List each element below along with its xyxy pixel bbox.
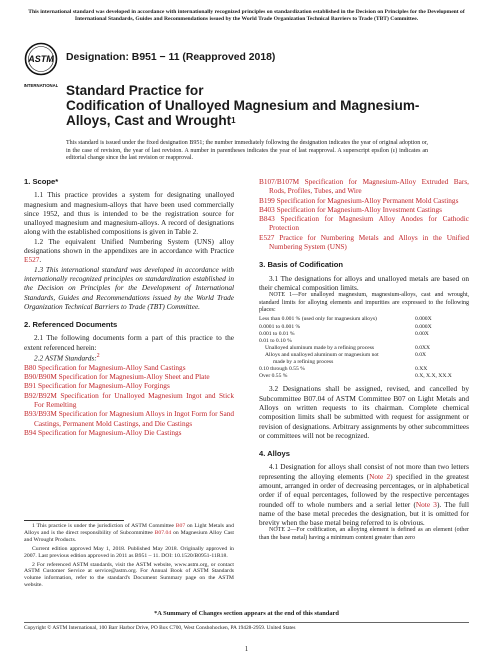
para-1-2: 1.2 The equivalent Unified Numbering System (UNS) alloy designations shown in the appendixes are in accordance with Practice E527. [24, 236, 234, 265]
referenced-standard-item [24, 409, 234, 428]
limits-places: 0.00X [415, 330, 429, 337]
limits-range: Alloys and unalloyed aluminum or magnesium not [265, 351, 379, 358]
link-note-3[interactable]: Note 3 [415, 499, 437, 509]
limits-places [415, 359, 469, 366]
referenced-standard-item [24, 391, 234, 410]
standard-title-link[interactable]: Specification for Magnesium Alloy Anodes for Cathodic Protection [269, 214, 469, 233]
standard-code-link[interactable]: B90/B90M [24, 372, 57, 382]
svg-text:ASTM: ASTM [28, 54, 54, 64]
standard-code-link[interactable]: B93/B93M [24, 409, 57, 419]
para-1-1: 1.1 This practice provides a system for designating unalloyed magnesium and magnesium-alloys that have been used commercially since 1952, and thus is intended to be the registration source for unalloyed magnesium and magnesium-alloys. A record of designations along with the established compositions is given in Table 2. [24, 190, 234, 237]
title-footnote-mark[interactable]: 1 [231, 116, 236, 125]
para-3-1: 3.1 The designations for alloys and unalloyed metals are based on their chemical composition limits. [259, 273, 469, 292]
standard-code-link[interactable]: B107/B107M [259, 177, 300, 186]
referenced-standard-item [24, 381, 234, 390]
referenced-standard-item [24, 372, 234, 381]
footnote-2: 2 For referenced ASTM standards, visit the ASTM website, www.astm.org, or contact ASTM Customer Service at service@astm.org. For Annual Book of ASTM Standards volume information, refer to the standard's Document Summary page on the ASTM website. [24, 561, 234, 589]
limits-places: 0.0XX [415, 344, 431, 351]
document-title [66, 83, 446, 128]
referenced-standards-list-right [259, 177, 469, 251]
para-3-2: 3.2 Designations shall be assigned, revised, and cancelled by Subcommittee B07.04 of ASTM Committee B07 on Light Metals and Alloys on written requests to its chairman. Complete chemical composition limits shall be submitted with request for assignment or revision of designations. Arbitrary assignments by other subcommittees or committees will not be recognized. [259, 384, 469, 440]
limits-range: Less than 0.001 % (used only for magnesium alloys) [259, 316, 377, 323]
left-column [24, 177, 234, 437]
designation: Designation: B951 − 11 (Reapproved 2018) [66, 52, 276, 63]
link-b07[interactable]: B07 [175, 523, 186, 529]
standard-code-link[interactable]: B94 [24, 427, 37, 437]
standard-title-link[interactable]: Specification for Magnesium-Alloy Investment Castings [276, 204, 443, 214]
link-note-2[interactable]: Note 2 [369, 471, 391, 481]
limits-table-row [259, 316, 469, 323]
svg-text:INTERNATIONAL: INTERNATIONAL [24, 83, 58, 88]
limits-range: Unalloyed aluminum made by a refining process [265, 344, 375, 351]
page-number: 1 [244, 645, 249, 653]
referenced-standard-item [259, 233, 469, 252]
limits-range: Over 0.55 % [259, 373, 288, 380]
note-1: NOTE 1—For unalloyed magnesium, magnesium-alloys, cast and wrought, standard limits for alloying elements and impurities are expressed to the following places: [259, 292, 469, 314]
section-2-heading: 2. Referenced Documents [24, 320, 118, 330]
limits-table [259, 316, 469, 380]
limits-places: 0.XX [415, 366, 428, 373]
limits-table-row [259, 324, 469, 331]
fixed-designation-note: This standard is issued under the fixed designation B951; the number immediately following the designation indicates the year of original adoption or, in the case of revision, the year of last revision. A number in parentheses indicates the year of last reapproval. A superscript epsilon (ε) indicates an editorial change since the last revision or reapproval. [66, 140, 428, 161]
limits-places: 0.000X [415, 323, 432, 330]
footnote-1: 1 This practice is under the jurisdiction of ASTM Committee B07 on Light Metals and Alloys and is the direct responsibility of Subcommittee B07.04 on Magnesium Alloy Cast and Wrought Products. [24, 523, 234, 543]
limits-table-row [259, 352, 469, 359]
limits-range: 0.10 through 0.55 % [259, 366, 305, 373]
limits-table-row [259, 373, 469, 380]
limits-range: 0.001 to 0.01 % [259, 330, 295, 337]
para-2-1: 2.1 The following documents form a part of this practice to the extent referenced herein: [24, 333, 234, 352]
limits-range: made by a refining process [273, 359, 334, 366]
standard-code-link[interactable]: B199 [259, 195, 275, 205]
limits-places: 0.X, X.X, XX.X [415, 373, 452, 380]
section-4-heading: 4. Alloys [259, 449, 290, 459]
right-column [259, 177, 469, 542]
standard-title-link[interactable]: Specification for Unalloyed Magnesium Ingot and Stick For Remelting [34, 390, 234, 409]
standard-code-link[interactable]: B843 [259, 214, 275, 224]
note-2: NOTE 2—For codification, an alloying element is defined as an element (other than the base metal) having a minimum content greater than zero [259, 527, 469, 541]
para-4-1: 4.1 Designation for alloys shall consist of not more than two letters representing the alloying elements (Note 2) specified in the greatest amount, arranged in order of decreasing percentages, or in alphabetical order if of equal percentages, followed by the respective percentages rounded off to whole numbers and a serial letter (Note 3). The full name of the base metal precedes the designation, but it is omitted for brevity when the base metal being referred to is obvious. [259, 462, 469, 528]
referenced-standard-item [24, 428, 234, 437]
referenced-standard-item [24, 363, 234, 372]
standard-code-link[interactable]: E527 [259, 232, 275, 242]
summary-of-changes-note: *A Summary of Changes section appears at the end of this standard [154, 610, 339, 617]
limits-range: 0.0001 to 0.001 % [259, 323, 301, 330]
limits-range: 0.01 to 0.10 % [259, 337, 292, 344]
limits-table-row [259, 338, 469, 345]
footnotes [24, 523, 234, 591]
standard-code-link[interactable]: B92/B92M [24, 390, 57, 400]
referenced-standards-list-left [24, 363, 234, 437]
referenced-standard-item [259, 214, 469, 233]
footnote-1-edition: Current edition approved May 1, 2018. Published May 2018. Originally approved in 2007. Last previous edition approved in 2011 as B951 – 11. DOI: 10.1520/B0951-11R18. [24, 545, 234, 559]
limits-table-row [259, 331, 469, 338]
title-line-2: Codification of Unalloyed Magnesium and Magnesium- [66, 98, 420, 113]
limits-table-row [259, 359, 469, 366]
astm-logo [24, 42, 58, 94]
footnote-2-mark[interactable]: 2 [96, 353, 100, 360]
standard-title-link[interactable]: Specification for Magnesium-Alloy Sheet and Plate [58, 372, 210, 382]
referenced-standard-item [259, 196, 469, 205]
referenced-standard-item [259, 177, 469, 196]
referenced-standard-item [259, 205, 469, 214]
section-3-heading: 3. Basis of Codification [259, 260, 343, 270]
title-line-1: Standard Practice for [66, 83, 204, 98]
title-line-3: Alloys, Cast and Wrought$^1$ [66, 113, 236, 128]
copyright-line: Copyright © ASTM International, 100 Barr Harbor Drive, PO Box C700, West Conshohocken, PA 19428-2959. United States [24, 622, 469, 631]
standard-title-link[interactable]: Specification for Magnesium-Alloy Die Castings [38, 427, 182, 437]
limits-table-row [259, 366, 469, 373]
footnote-divider [24, 520, 124, 521]
standard-code-link[interactable]: B80 [24, 362, 37, 372]
standard-title-link[interactable]: Specification for Magnesium-Alloy Sand Castings [38, 362, 186, 372]
section-1-heading: 1. Scope* [24, 177, 59, 186]
standard-code-link[interactable]: B403 [259, 204, 275, 214]
para-2-2: 2.2 ASTM Standards:$^2$ [34, 353, 100, 363]
standard-title-link[interactable]: Specification for Magnesium-Alloy Permanent Mold Castings [276, 195, 459, 205]
limits-places: 0.0X [415, 351, 427, 358]
standard-code-link[interactable]: B91 [24, 381, 37, 391]
tbt-banner: This international standard was developed in accordance with internationally recognized principles on standardization established in the Decision on Principles for the Development of International Standards, Guides and Recommendations issued by the World Trade Organization Technical Barriers to Trade (TBT) Committee. [28, 9, 465, 22]
standard-title-link[interactable]: Specification for Magnesium Alloys in Ingot Form for Sand Castings, Permanent Mold Castings, and Die Castings [34, 409, 235, 428]
standard-title-link[interactable]: Specification for Magnesium-Alloy Extruded Bars, Rods, Profiles, Tubes, and Wire [269, 177, 469, 196]
para-1-3: 1.3 This international standard was developed in accordance with internationally recognized principles on standardization established in the Decision on Principles for the Development of International Standards, Guides and Recommendations issued by the World Trade Organization Technical Barriers to Trade (TBT) Committee. [24, 264, 234, 311]
limits-table-row [259, 345, 469, 352]
standard-title-link[interactable]: Practice for Numbering Metals and Alloys in the Unified Numbering System (UNS) [269, 232, 469, 252]
link-e527[interactable]: E527 [24, 255, 40, 265]
limits-places [415, 338, 469, 345]
limits-places: 0.000X [415, 316, 432, 323]
link-b07-04[interactable]: B07.04 [154, 529, 172, 536]
standard-title-link[interactable]: Specification for Magnesium-Alloy Forgings [38, 381, 170, 391]
